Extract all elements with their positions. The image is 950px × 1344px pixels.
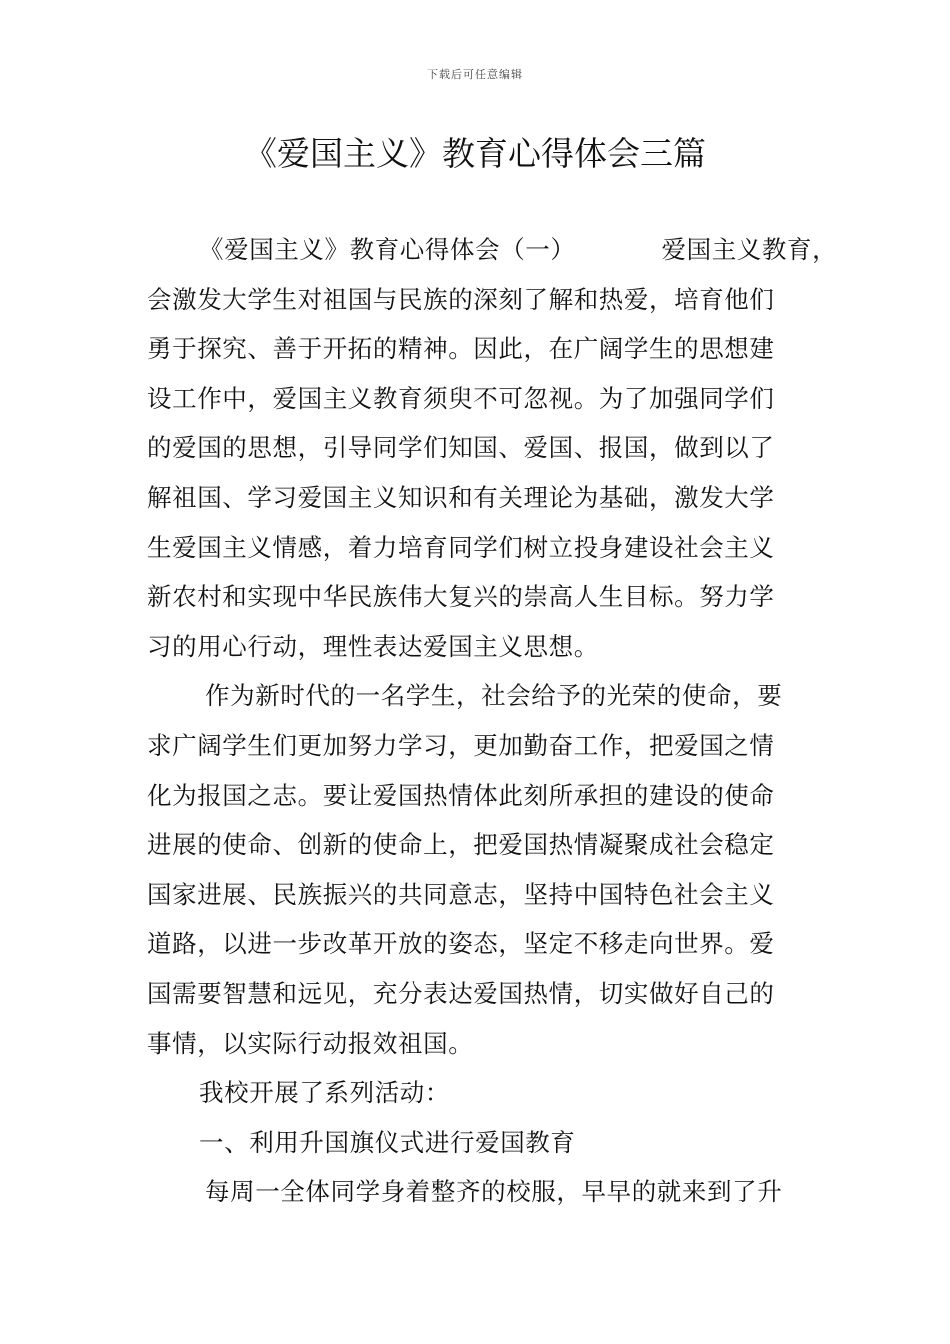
activity-1-line-1: 每周一全体同学身着整齐的校服，早早的就来到了升 xyxy=(205,1177,783,1207)
paragraph-2-line-1: 作为新时代的一名学生，社会给予的光荣的使命，要 xyxy=(205,681,783,711)
paragraph-line: 解祖国、学习爱国主义知识和有关理论为基础，激发大学 xyxy=(147,482,775,512)
document-body xyxy=(147,225,838,1217)
paragraph-line: 生爱国主义情感，着力培育同学们树立投身建设社会主义 xyxy=(147,532,775,562)
activity-heading-1: 一、利用升国旗仪式进行爱国教育 xyxy=(199,1127,576,1157)
paragraph-line: 化为报国之志。要让爱国热情体此刻所承担的建设的使命 xyxy=(147,780,775,810)
paragraph-line: 求广阔学生们更加努力学习，更加勤奋工作，把爱国之情 xyxy=(147,730,775,760)
paragraph-line: 道路，以进一步改革开放的姿态，坚定不移走向世界。爱 xyxy=(147,929,775,959)
paragraph-line: 勇于探究、善于开拓的精神。因此，在广阔学生的思想建 xyxy=(147,334,775,364)
document-title: 《爱国主义》教育心得体会三篇 xyxy=(244,134,706,173)
paragraph-line: 事情，以实际行动报效祖国。 xyxy=(147,1028,474,1058)
paragraph-line: 进展的使命、创新的使命上，把爱国热情凝聚成社会稳定 xyxy=(147,830,775,860)
paragraph-line: 国家进展、民族振兴的共同意志，坚持中国特色社会主义 xyxy=(147,879,775,909)
paragraph-line: 习的用心行动，理性表达爱国主义思想。 xyxy=(147,631,599,661)
activities-intro: 我校开展了系列活动： xyxy=(199,1078,450,1108)
paragraph-1-line-1 xyxy=(147,225,838,275)
paragraph-line: 国需要智慧和远见，充分表达爱国热情，切实做好自己的 xyxy=(147,978,775,1008)
paragraph-text: 爱国主义教育， xyxy=(661,235,838,264)
paragraph-line: 新农村和实现中华民族伟大复兴的崇高人生目标。努力学 xyxy=(147,582,775,612)
paragraph-line: 的爱国的思想，引导同学们知国、爱国、报国，做到以了 xyxy=(147,433,775,463)
paragraph-line: 会激发大学生对祖国与民族的深刻了解和热爱，培育他们 xyxy=(147,284,775,314)
paragraph-line: 设工作中，爱国主义教育须臾不可忽视。为了加强同学们 xyxy=(147,383,775,413)
header-note: 下载后可任意编辑 xyxy=(427,68,523,81)
section-heading: 《爱国主义》教育心得体会（一） xyxy=(199,235,576,264)
